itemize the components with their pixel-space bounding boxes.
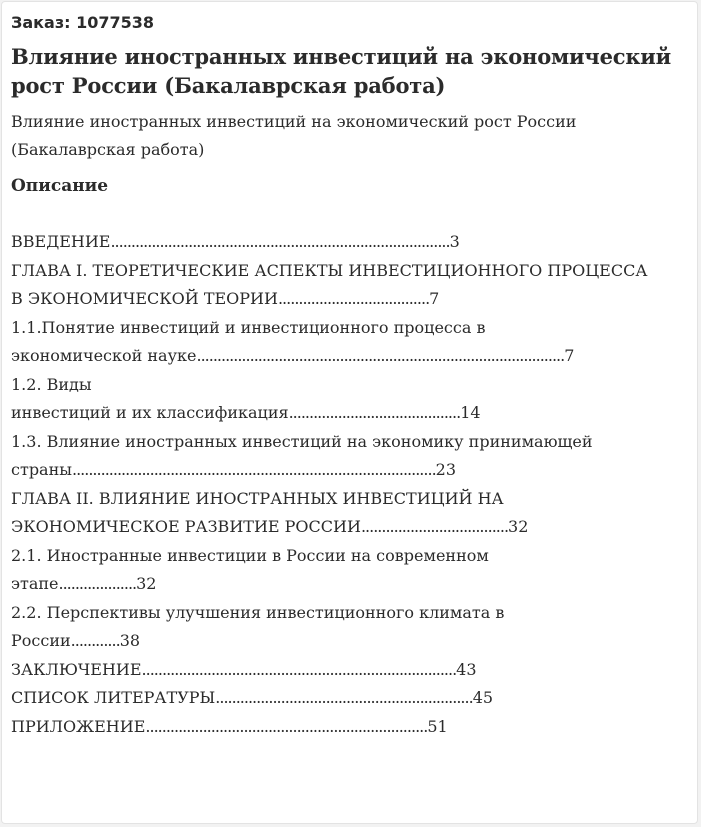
toc-text: ЗАКЛЮЧЕНИЕ [11,659,142,679]
toc-text: ГЛАВА I. ТЕОРЕТИЧЕСКИЕ АСПЕКТЫ ИНВЕСТИЦИОННОГО ПРОЦЕССА [11,260,648,280]
toc-text: инвестиций и их классификация [11,403,289,422]
toc-text: В ЭКОНОМИЧЕСКОЙ ТЕОРИИ [11,289,278,308]
toc-page: 14 [460,403,481,422]
toc-page: 23 [435,460,457,479]
toc-line [11,228,687,257]
toc-dots: ................................................................................... [110,232,450,251]
toc-line [11,542,687,571]
toc-line [11,342,687,371]
toc-line [11,371,687,400]
toc-line [11,627,687,656]
toc-line [11,570,687,599]
toc-dots: .......................................................................................... [196,346,565,365]
page-subtitle: Влияние иностранных инвестиций на экономический рост России (Бакалаврская работа) [11,112,577,159]
toc-line [11,485,687,514]
toc-line [11,257,687,286]
page-title: Влияние иностранных инвестиций на экономический рост России (Бакалаврская работа) [11,44,672,98]
toc-text: этапе [11,574,59,593]
toc-dots: ............................................................................. [141,659,457,679]
table-of-contents [11,228,687,741]
toc-dots: ......................................................................................... [72,460,436,479]
toc-page: 45 [472,688,494,707]
toc-line [11,428,687,457]
toc-dots: .................................... [360,517,509,536]
toc-dots: ..................................................................... [145,716,428,736]
toc-page: 51 [427,716,448,736]
toc-page: 38 [119,631,141,650]
toc-line [11,599,687,628]
toc-page: 7 [429,289,440,308]
toc-text: экономической науке [11,346,197,365]
toc-text: ПРИЛОЖЕНИЕ [11,716,146,736]
toc-page: 3 [449,232,460,251]
toc-text: 1.3. Влияние иностранных инвестиций на экономику принимающей [11,431,593,451]
toc-page: 7 [564,346,575,365]
toc-text: СПИСОК ЛИТЕРАТУРЫ [11,688,216,707]
toc-text: 2.2. Перспективы улучшения инвестиционного климата в [11,602,505,622]
toc-text: 1.1.Понятие инвестиций и инвестиционного процесса в [11,317,486,337]
toc-text: России [11,631,71,650]
toc-line [11,314,687,343]
toc-line [11,285,687,314]
toc-line [11,456,687,485]
document-card [1,1,698,824]
order-number: Заказ: 1077538 [11,13,155,32]
toc-dots: ..................................... [277,289,430,308]
toc-page: 32 [136,574,157,593]
toc-line [11,513,687,542]
toc-line [11,656,687,685]
toc-page: 32 [508,517,529,536]
toc-dots: ............................................................... [215,688,473,707]
toc-line [11,399,687,428]
toc-dots: ............ [70,631,120,650]
toc-text: страны [11,460,72,479]
toc-text: 2.1. Иностранные инвестиции в России на современном [11,545,489,565]
toc-line [11,713,687,742]
toc-page: 43 [456,659,477,679]
toc-dots: .......................................... [288,403,461,422]
toc-dots: ................... [58,574,137,593]
description-heading: Описание [11,176,109,196]
toc-text: ЭКОНОМИЧЕСКОЕ РАЗВИТИЕ РОССИИ [11,517,361,536]
toc-text: ГЛАВА II. ВЛИЯНИЕ ИНОСТРАННЫХ ИНВЕСТИЦИЙ НА [11,488,504,508]
toc-text: ВВЕДЕНИЕ [11,232,111,251]
toc-line [11,684,687,713]
toc-text: 1.2. Виды [11,374,92,394]
